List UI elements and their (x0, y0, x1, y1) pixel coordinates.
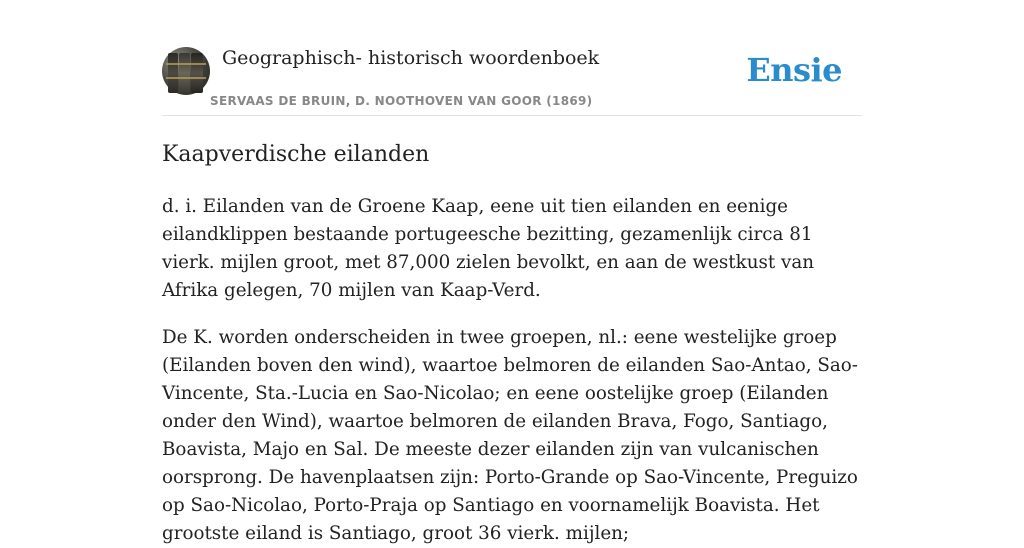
book-spine (168, 53, 178, 93)
article-paragraph: De K. worden onderscheiden in twee groepen, nl.: eene westelijke groep (Eilanden boven den wind), waartoe belmoren de eilanden Sao-Antao, Sao-Vincente, Sta.-Lucia en Sao-Nicolao; en eene oostelijke groep (Eilanden onder den Wind), waartoe belmoren de eilanden Brava, Fogo, Santiago, Boavista, Majo en Sal. De meeste dezer eilanden zijn van vulcanischen oorsprong. De havenplaatsen zijn: Porto-Grande op Sao-Vincente, Preguizo op Sao-Nicolao, Porto-Praja op Santiago en voornamelijk Boavista. Het grootste eiland is Santiago, groot 36 vierk. mijlen; (162, 327, 858, 544)
book-title-link[interactable]: Geographisch- historisch woordenboek (222, 47, 600, 69)
book-author: SERVAAS DE BRUIN, D. NOOTHOVEN VAN GOOR (1869) (210, 94, 593, 108)
book-header (162, 47, 862, 116)
book-spine (191, 53, 203, 93)
book-spine (179, 53, 190, 93)
book-cover-image[interactable] (162, 47, 210, 95)
article (162, 140, 862, 548)
article-paragraph: d. i. Eilanden van de Groene Kaap, eene uit tien eilanden en eenige eilandklippen bestaande portugeesche bezitting, gezamenlijk circa 81 vierk. mijlen groot, met 87,000 zielen bevolkt, en aan de westkust van Afrika gelegen, 70 mijlen van Kaap-Verd. (162, 196, 815, 301)
spine-band (166, 77, 206, 79)
spine-band (166, 63, 206, 65)
article-headword: Kaapverdische eilanden (162, 142, 430, 167)
ensie-logo[interactable]: Ensie (746, 51, 842, 89)
